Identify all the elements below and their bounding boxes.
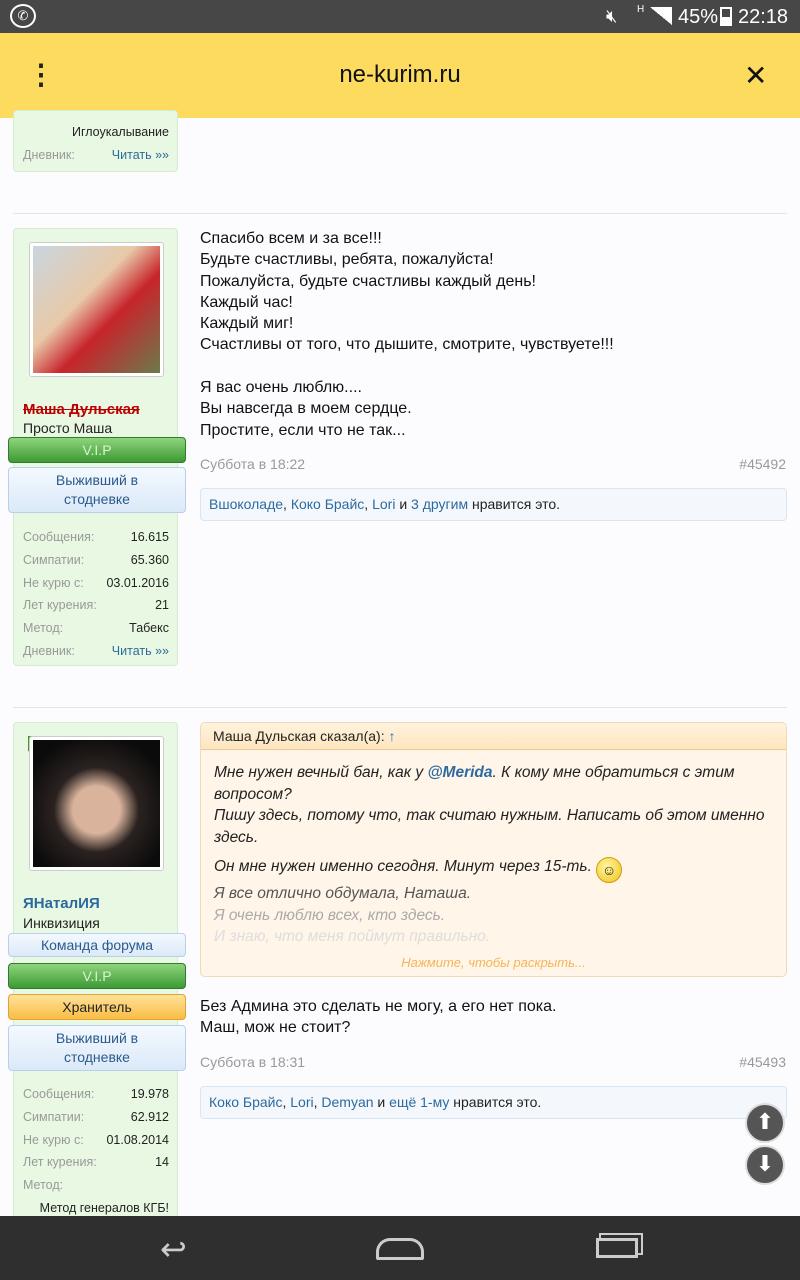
username[interactable]: ЯНаталИЯ [23,895,100,912]
message-line: Будьте счастливы, ребята, пожалуйста! [200,251,494,269]
smiley-icon: ☺ [596,857,622,883]
expand-quote-link[interactable]: Нажмите, чтобы раскрыть... [401,954,586,970]
navigation-bar [0,1216,800,1280]
quote-line [214,762,773,805]
likes-suffix: нравится это. [449,1094,542,1110]
method-value: Метод генералов КГБ! [39,1200,169,1215]
stat-label: Симпатии: [23,553,85,568]
user-sidebar [13,228,178,666]
post-number[interactable]: #45493 [739,1054,786,1070]
go-to-quote-icon[interactable]: ↑ [388,728,396,744]
banner-vip: V.I.P [8,437,186,463]
banner-keeper: Хранитель [8,994,186,1020]
stat-label: Сообщения: [23,1087,95,1102]
user-title: Инквизиция [23,915,100,931]
avatar[interactable] [29,736,164,871]
post-message [200,996,556,1039]
diary-link[interactable]: Читать »» [111,643,169,658]
stat-label: Дневник: [23,148,75,163]
quote-text: . К кому мне обратиться с этим вопросом? [214,764,735,803]
stat-label: Не курю с: [23,1132,84,1147]
banner-team: Команда форума [8,933,186,957]
message-line: Простите, если что не так... [200,421,406,439]
stat-value: 16.615 [130,530,169,545]
method-value: Иглоукалывание [71,125,169,140]
message-line: Вы навсегда в моем сердце. [200,400,412,418]
back-icon[interactable]: ↩ [160,1231,187,1267]
page-title: ne-kurim.ru [339,61,461,88]
post-divider [13,213,787,214]
post-date[interactable]: Суббота в 18:22 [200,456,306,472]
quote-author: Маша Дульская сказал(а): [213,728,385,744]
scroll-up-button[interactable]: ⬆ [745,1103,785,1143]
user-title: Просто Маша [23,420,113,436]
stat-value: 21 [155,598,169,613]
likes-suffix: нравится это. [468,496,561,512]
like-user[interactable]: Demyan [321,1094,374,1110]
like-user[interactable]: Вшоколаде [209,496,284,512]
post-number[interactable]: #45492 [739,456,786,472]
like-user[interactable]: Lori [372,496,396,512]
stat-value: 14 [155,1155,169,1170]
quote-line: Я очень люблю всех, кто здесь. [214,906,446,924]
sep: , [283,496,291,512]
message-line: Пожалуйста, будьте счастливы каждый день! [200,272,536,290]
stat-label: Метод: [23,621,64,636]
viber-icon: ✆ [10,4,36,28]
mention-link[interactable]: @Merida [427,764,493,781]
message-line: Маш, мож не стоит? [200,1019,351,1037]
stat-label: Не курю с: [23,575,84,590]
diary-link[interactable]: Читать »» [111,148,169,163]
stat-value: 62.912 [130,1110,169,1125]
like-user[interactable]: Lori [290,1094,314,1110]
like-user[interactable]: Коко Брайс [209,1094,283,1110]
like-others[interactable]: 3 другим [411,496,469,512]
quote-line: Пишу здесь, потому что, так считаю нужным. Написать об этом именно здесь. [214,807,765,846]
message-line: Каждый час! [200,293,293,311]
quote-header [201,723,786,750]
post-date[interactable]: Суббота в 18:31 [200,1054,306,1070]
sep: и [373,1094,390,1110]
stat-value: 03.01.2016 [106,575,169,590]
banner-vip: V.I.P [8,963,186,989]
user-sidebar [13,110,178,172]
signal-icon [650,7,672,25]
battery-percent: 45% [678,6,719,28]
like-others[interactable]: ещё 1-му [389,1094,450,1110]
battery-icon [720,7,732,26]
scroll-down-button[interactable]: ⬇ [745,1145,785,1185]
post-divider [13,707,787,708]
clock: 22:18 [738,6,789,28]
like-user[interactable]: Коко Брайс [290,496,365,512]
stat-label: Симпатии: [23,1110,85,1125]
close-icon[interactable]: ✕ [744,60,768,91]
network-type: H [637,4,645,15]
status-bar [0,0,800,33]
likes-summary [200,488,787,521]
quote-line: Я все отлично обдумала, Наташа. [214,885,471,902]
stat-value: 01.08.2014 [106,1132,169,1147]
quote-block[interactable] [200,722,787,977]
mute-icon: 🔇︎ [606,6,618,26]
sep: и [395,496,412,512]
message-line: Я вас очень люблю.... [200,379,362,397]
quote-line [214,856,773,883]
user-sidebar [13,722,178,1222]
stat-label: Сообщения: [23,530,95,545]
quote-line: И знаю, что меня поймут правильно. [214,928,491,945]
stat-value: 19.978 [130,1087,169,1102]
message-line: Без Админа это сделать не могу, а его нет пока. [200,998,557,1015]
message-line: Каждый миг! [200,315,294,333]
recent-apps-icon[interactable] [596,1238,638,1258]
username[interactable]: Маша Дульская [23,401,140,418]
message-line: Счастливы от того, что дышите, смотрите, чувствуете!!! [200,336,614,354]
post-message [200,228,614,441]
banner-survivor: Выживший в стодневке [8,1025,186,1071]
home-icon[interactable] [376,1238,424,1260]
stat-label: Дневник: [23,643,75,658]
quote-text: Мне нужен вечный бан, как у [214,764,428,781]
banner-survivor: Выживший в стодневке [8,467,186,513]
menu-icon[interactable]: ⋮ [27,59,55,90]
stat-value: 65.360 [130,553,169,568]
sep: , [313,1094,322,1110]
sep: , [364,496,373,512]
avatar[interactable] [29,242,164,377]
stat-label: Лет курения: [23,1155,97,1170]
stat-label: Лет курения: [23,598,97,613]
browser-toolbar [0,33,800,118]
sep: , [282,1094,291,1110]
stat-value: Табекс [129,621,169,636]
quote-text: Он мне нужен именно сегодня. Минут через 15-ть. [214,858,592,875]
likes-summary [200,1086,787,1119]
stat-label: Метод: [23,1178,64,1193]
message-line: Спасибо всем и за все!!! [200,230,382,247]
